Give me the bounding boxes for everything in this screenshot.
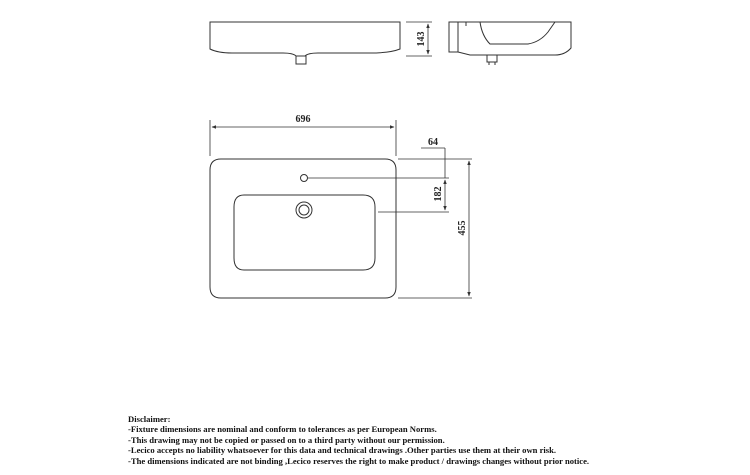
disclaimer-title: Disclaimer: bbox=[128, 414, 171, 424]
drain-outer bbox=[296, 202, 312, 218]
drain-inner bbox=[299, 205, 309, 215]
width-dimension-label: 696 bbox=[295, 114, 311, 125]
depth-dimensions bbox=[307, 148, 472, 298]
tap-hole bbox=[301, 175, 308, 182]
plan-view bbox=[210, 159, 396, 298]
side-view-trap bbox=[487, 55, 497, 62]
front-view-outline bbox=[210, 22, 400, 56]
tap-to-drain-label: 182 bbox=[433, 186, 444, 202]
plan-view-outline bbox=[210, 159, 396, 298]
plan-view-bowl bbox=[234, 195, 375, 270]
disclaimer-line: -Lecico accepts no liability whatsoever for this data and technical drawings .Other parties use them at their own risk. bbox=[128, 445, 557, 456]
width-dimension bbox=[210, 120, 396, 156]
disclaimer-line: -This drawing may not be copied or passed on to a third party without our permission. bbox=[128, 434, 445, 445]
disclaimer-line: -Fixture dimensions are nominal and conform to tolerances as per European Norms. bbox=[128, 424, 437, 435]
disclaimer bbox=[128, 414, 738, 466]
side-view bbox=[449, 22, 571, 65]
side-view-outline bbox=[449, 22, 458, 52]
depth-dimension-label: 455 bbox=[457, 220, 468, 236]
front-view bbox=[210, 22, 400, 64]
front-view-waste-outlet bbox=[296, 56, 306, 64]
height-dimension-label: 143 bbox=[416, 31, 427, 47]
disclaimer-line: -The dimensions indicated are not binding ,Lecico reserves the right to make product / drawings changes without prior notice. bbox=[128, 455, 590, 466]
tap-offset-label: 64 bbox=[428, 137, 438, 148]
